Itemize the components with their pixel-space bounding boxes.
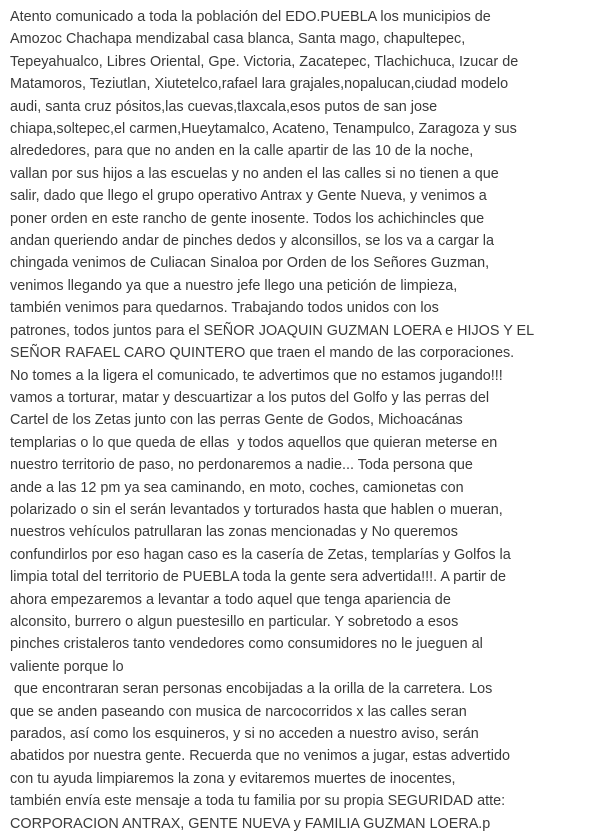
message-line: parados, así como los esquineros, y si no acceden a nuestro aviso, serán: [10, 726, 479, 742]
message-line: nuestros vehículos patrullaran las zonas mencionadas y No queremos: [10, 524, 458, 541]
message-line: limpia total del territorio de PUEBLA toda la gente sera advertida!!!. A partir de: [10, 569, 506, 586]
message-line: andan queriendo andar de pinches dedos y alconsillos, se los va a cargar la: [10, 233, 494, 250]
message-line: audi, santa cruz pósitos,las cuevas,tlaxcala,esos putos de san jose: [10, 98, 438, 115]
message-line: chiapa,soltepec,el carmen,Hueytamalco, Acateno, Tenampulco, Zaragoza y sus: [10, 121, 517, 138]
message-line: Matamoros, Teziutlan, Xiutetelco,rafael lara grajales,nopalucan,ciudad modelo: [10, 76, 509, 93]
message-line: también envía este mensaje a toda tu familia por su propia SEGURIDAD atte:: [10, 793, 506, 810]
message-line: Amozoc Chachapa mendizabal casa blanca, Santa mago, chapultepec,: [10, 31, 466, 48]
message-line: que se anden paseando con musica de narcocorridos x las calles seran: [10, 703, 467, 720]
message-line: valiente porque lo: [10, 658, 124, 675]
message-line: con tu ayuda limpiaremos la zona y evitaremos muertes de inocentes,: [10, 770, 456, 787]
message-line: Cartel de los Zetas junto con las perras Gente de Godos, Michoacánas: [10, 412, 463, 429]
message-line: poner orden en este rancho de gente inosente. Todos los achichincles que: [10, 210, 485, 227]
message-line: confundirlos por eso hagan caso es la casería de Zetas, templarías y Golfos la: [10, 546, 511, 563]
message-line: alrededores, para que no anden en la calle apartir de las 10 de la noche,: [10, 143, 474, 160]
message-line: chingada venimos de Culiacan Sinaloa por Orden de los Señores Guzman,: [10, 255, 490, 272]
message-line: Atento comunicado a toda la población del EDO.PUEBLA los municipios de: [10, 9, 491, 25]
message-line: ande a las 12 pm ya sea caminando, en moto, coches, camionetas con: [10, 479, 464, 496]
message-line: vallan por sus hijos a las escuelas y no anden el las calles si no tienen a que: [10, 165, 499, 182]
message-line: venimos llegando ya que a nuestro jefe llego una petición de limpieza,: [10, 277, 458, 294]
message-line: salir, dado que llego el grupo operativo Antrax y Gente Nueva, y venimos a: [10, 188, 487, 205]
message-line: alconsito, burrero o algun puestesillo en particular. Y sobretodo a esos: [10, 613, 459, 630]
message-line: CORPORACION ANTRAX, GENTE NUEVA y FAMILIA GUZMAN LOERA.p: [10, 815, 491, 832]
message-line: pinches cristaleros tanto vendedores como consumidores no le jueguen al: [10, 636, 483, 653]
message-line: ahora empezaremos a levantar a todo aquel que tenga apariencia de: [10, 591, 451, 608]
message-line: polarizado o sin el serán levantados y torturados hasta que hablen o mueran,: [10, 501, 503, 518]
message-line: vamos a torturar, matar y descuartizar a los putos del Golfo y las perras del: [10, 389, 490, 406]
message-line: SEÑOR RAFAEL CARO QUINTERO que traen el mando de las corporaciones.: [10, 345, 515, 362]
message-line: No tomes a la ligera el comunicado, te advertimos que no estamos jugando!!!: [10, 367, 503, 384]
message-line: abatidos por nuestra gente. Recuerda que no venimos a jugar, estas advertido: [10, 748, 510, 765]
message-line: nuestro territorio de paso, no perdonaremos a nadie... Toda persona que: [10, 457, 473, 474]
message-line: que encontraran seran personas encobijadas a la orilla de la carretera. Los: [10, 681, 493, 698]
message-line: Tepeyahualco, Libres Oriental, Gpe. Victoria, Zacatepec, Tlachichuca, Izucar de: [10, 53, 519, 70]
message-line: patrones, todos juntos para el SEÑOR JOAQUIN GUZMAN LOERA e HIJOS Y EL: [10, 322, 535, 339]
message-line: también venimos para quedarnos. Trabajando todos unidos con los: [10, 300, 439, 317]
message-line: templarias o lo que queda de ellas y todos aquellos que quieran meterse en: [10, 434, 498, 451]
